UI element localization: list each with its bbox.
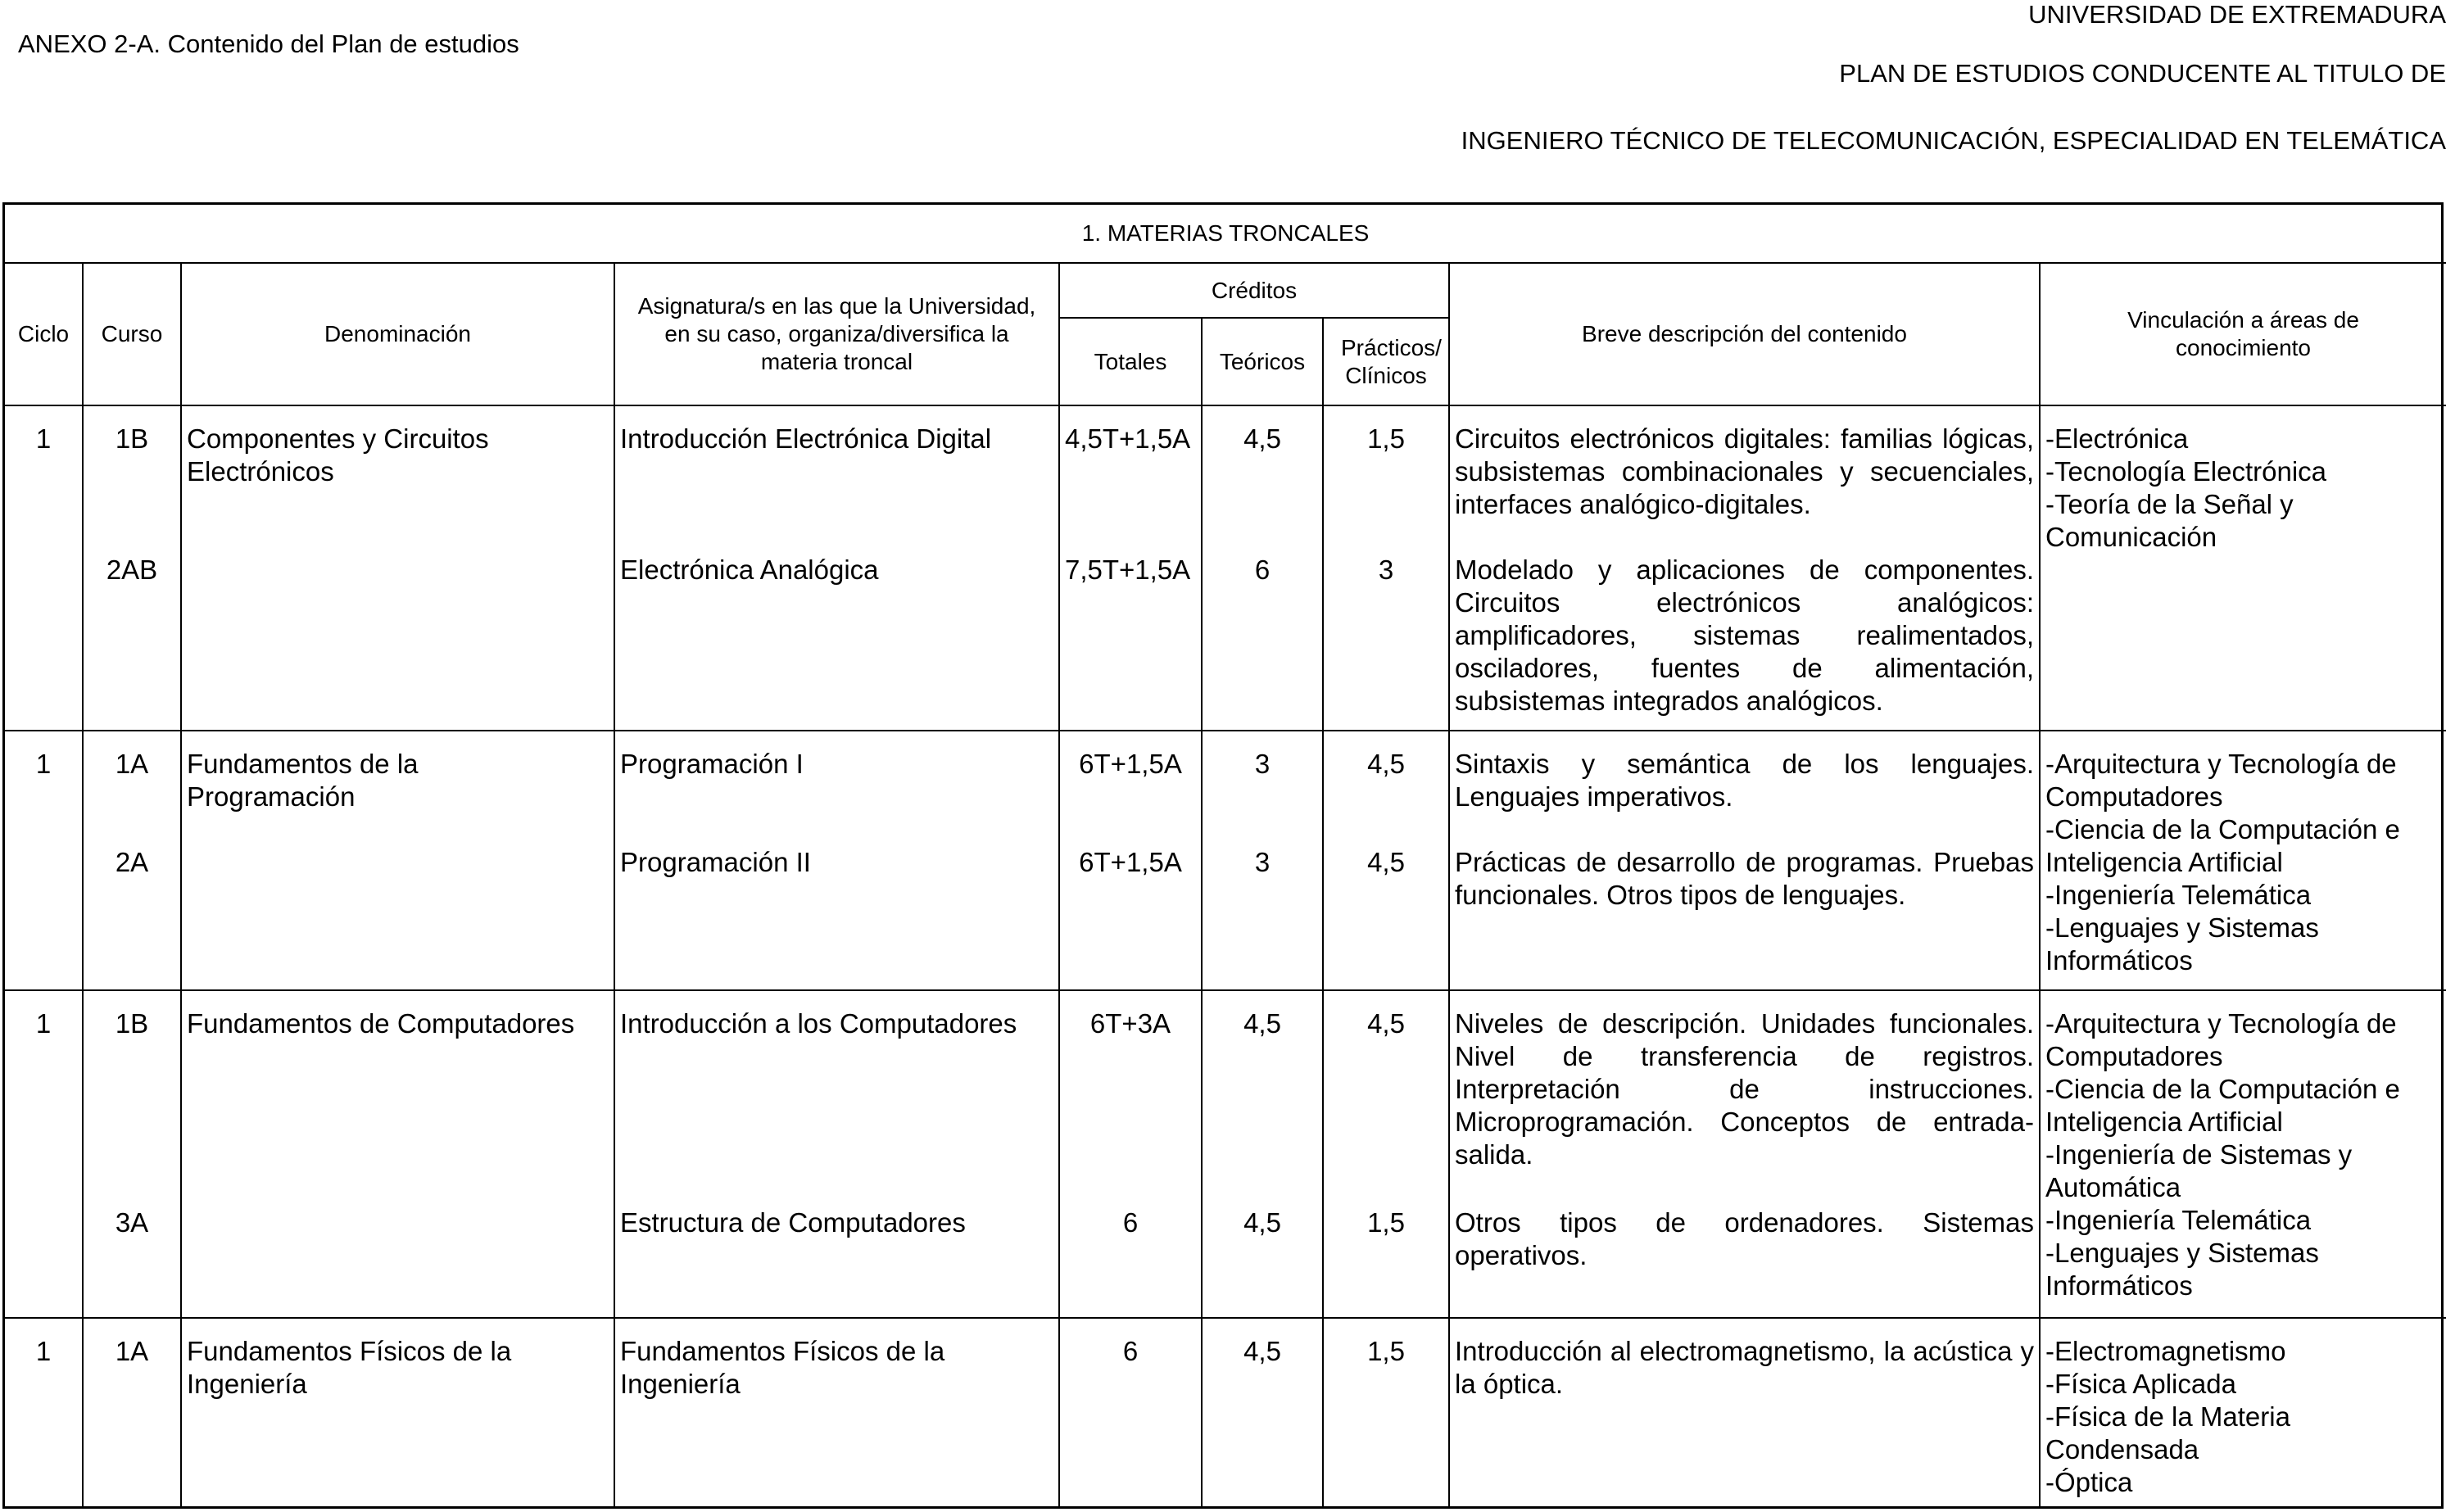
asignatura-value: Programación II	[620, 847, 811, 877]
col-asignatura: Asignatura/s en las que la Universidad, en su caso, organiza/diversifica la materia troncal	[614, 263, 1059, 405]
practicos-value: 4,5	[1367, 1008, 1405, 1039]
cell-practicos	[1323, 1318, 1449, 1509]
teoricos-value: 4,5	[1243, 1207, 1281, 1238]
areas-value: -Electrónica -Tecnología Electrónica -Teoría de la Señal y Comunicación	[2045, 423, 2327, 552]
cell-practicos	[1323, 990, 1449, 1318]
asignatura-value: Electrónica Analógica	[620, 555, 879, 585]
curso-value: 1B	[115, 423, 149, 454]
asignatura-value: Programación I	[620, 749, 804, 779]
troncales-table	[2, 202, 2444, 1509]
denominacion-value: Componentes y Circuitos Electrónicos	[187, 423, 489, 487]
cell-descripcion	[1449, 990, 2040, 1318]
cell-denominacion	[181, 731, 614, 990]
ciclo-value: 1	[35, 423, 52, 454]
cell-areas	[2040, 1318, 2446, 1509]
teoricos-value: 4,5	[1243, 423, 1281, 454]
cell-descripcion	[1449, 405, 2040, 731]
cell-totales	[1059, 1318, 1202, 1509]
cell-curso	[83, 405, 181, 731]
col-curso: Curso	[83, 263, 181, 405]
descripcion-value: Circuitos electrónicos digitales: familias lógicas, subsistemas combinacionales y secuenciales, interfaces analógico-digitales.	[1455, 423, 2034, 519]
annex-title: ANEXO 2-A. Contenido del Plan de estudios	[18, 29, 519, 58]
denominacion-value: Fundamentos Físicos de la Ingeniería	[187, 1336, 512, 1399]
teoricos-value: 4,5	[1243, 1336, 1281, 1366]
practicos-value: 4,5	[1367, 749, 1405, 779]
cell-asignatura	[614, 990, 1059, 1318]
cell-denominacion	[181, 1318, 614, 1509]
practicos-value: 4,5	[1367, 847, 1405, 877]
ciclo-value: 1	[35, 749, 52, 779]
curso-value: 3A	[115, 1207, 149, 1238]
cell-curso	[83, 990, 181, 1318]
table-title: 1. MATERIAS TRONCALES	[5, 205, 2446, 263]
table-row	[5, 990, 2446, 1318]
cell-denominacion	[181, 405, 614, 731]
university-name: UNIVERSIDAD DE EXTREMADURA	[2028, 0, 2446, 29]
curso-value: 1A	[115, 749, 149, 779]
table-row	[5, 1318, 2446, 1509]
totales-value: 6	[1122, 1336, 1139, 1366]
col-vinculacion: Vinculación a áreas de conocimiento	[2040, 263, 2446, 405]
cell-descripcion	[1449, 1318, 2040, 1509]
denominacion-value: Fundamentos de Computadores	[187, 1008, 575, 1039]
cell-ciclo	[5, 405, 83, 731]
col-ciclo: Ciclo	[5, 263, 83, 405]
cell-curso	[83, 1318, 181, 1509]
descripcion-value: Otros tipos de ordenadores. Sistemas operativos.	[1455, 1207, 2034, 1270]
curso-value: 2AB	[106, 555, 158, 585]
cell-teoricos	[1202, 1318, 1323, 1509]
col-denominacion: Denominación	[181, 263, 614, 405]
asignatura-value: Fundamentos Físicos de la Ingeniería	[620, 1336, 945, 1399]
table-row	[5, 731, 2446, 990]
cell-denominacion	[181, 990, 614, 1318]
totales-value: 6T+3A	[1089, 1008, 1171, 1039]
cell-totales	[1059, 405, 1202, 731]
areas-value: -Electromagnetismo -Física Aplicada -Física de la Materia Condensada -Óptica	[2045, 1336, 2290, 1497]
descripcion-value: Introducción al electromagnetismo, la acústica y la óptica.	[1455, 1336, 2034, 1399]
totales-value: 6T+1,5A	[1079, 749, 1182, 779]
cell-teoricos	[1202, 731, 1323, 990]
denominacion-value: Fundamentos de la Programación	[187, 749, 419, 812]
col-totales: Totales	[1059, 318, 1202, 405]
totales-value: 7,5T+1,5A	[1065, 555, 1191, 585]
descripcion-value: Prácticas de desarrollo de programas. Pruebas funcionales. Otros tipos de lenguajes.	[1455, 847, 2034, 910]
totales-value: 4,5T+1,5A	[1065, 423, 1191, 454]
descripcion-value: Modelado y aplicaciones de componentes. Circuitos electrónicos analógicos: amplificadores, sistemas realimentados, osciladores, fuentes de alimentación, subsistemas integrados analógicos.	[1455, 555, 2034, 716]
practicos-value: 1,5	[1367, 423, 1405, 454]
plan-title: PLAN DE ESTUDIOS CONDUCENTE AL TITULO DE	[1839, 59, 2446, 88]
cell-areas	[2040, 731, 2446, 990]
degree-title: INGENIERO TÉCNICO DE TELECOMUNICACIÓN, ESPECIALIDAD EN TELEMÁTICA	[1461, 126, 2446, 155]
asignatura-value: Introducción a los Computadores	[620, 1008, 1017, 1039]
cell-ciclo	[5, 1318, 83, 1509]
descripcion-value: Sintaxis y semántica de los lenguajes. Lenguajes imperativos.	[1455, 749, 2034, 812]
teoricos-value: 3	[1254, 847, 1271, 877]
cell-teoricos	[1202, 990, 1323, 1318]
practicos-value: 1,5	[1367, 1207, 1405, 1238]
cell-ciclo	[5, 990, 83, 1318]
cell-totales	[1059, 731, 1202, 990]
curso-value: 1A	[115, 1336, 149, 1366]
col-teoricos: Teóricos	[1202, 318, 1323, 405]
col-practicos: Prácticos/ Clínicos	[1323, 318, 1449, 405]
col-creditos: Créditos	[1059, 263, 1449, 318]
cell-asignatura	[614, 405, 1059, 731]
totales-value: 6T+1,5A	[1079, 847, 1182, 877]
ciclo-value: 1	[35, 1336, 52, 1366]
table-row	[5, 405, 2446, 731]
cell-asignatura	[614, 1318, 1059, 1509]
teoricos-value: 6	[1254, 555, 1271, 585]
asignatura-value: Estructura de Computadores	[620, 1207, 966, 1238]
cell-areas	[2040, 990, 2446, 1318]
ciclo-value: 1	[35, 1008, 52, 1039]
cell-totales	[1059, 990, 1202, 1318]
cell-teoricos	[1202, 405, 1323, 731]
cell-practicos	[1323, 405, 1449, 731]
areas-value: -Arquitectura y Tecnología de Computadores -Ciencia de la Computación e Inteligencia Artificial -Ingeniería de Sistemas y Automática -Ingeniería Telemática -Lenguajes y Sistemas Informáticos	[2045, 1008, 2400, 1301]
teoricos-value: 4,5	[1243, 1008, 1281, 1039]
curso-value: 2A	[115, 847, 149, 877]
cell-descripcion	[1449, 731, 2040, 990]
teoricos-value: 3	[1254, 749, 1271, 779]
cell-asignatura	[614, 731, 1059, 990]
areas-value: -Arquitectura y Tecnología de Computadores -Ciencia de la Computación e Inteligencia Artificial -Ingeniería Telemática -Lenguajes y Sistemas Informáticos	[2045, 749, 2400, 976]
cell-ciclo	[5, 731, 83, 990]
cell-areas	[2040, 405, 2446, 731]
descripcion-value: Niveles de descripción. Unidades funcionales. Nivel de transferencia de registros. Interpretación de instrucciones. Microprogramación. Conceptos de entrada-salida.	[1455, 1008, 2034, 1170]
cell-curso	[83, 731, 181, 990]
practicos-value: 1,5	[1367, 1336, 1405, 1366]
asignatura-value: Introducción Electrónica Digital	[620, 423, 992, 454]
practicos-value: 3	[1378, 555, 1394, 585]
col-descripcion: Breve descripción del contenido	[1449, 263, 2040, 405]
totales-value: 6	[1122, 1207, 1139, 1238]
curso-value: 1B	[115, 1008, 149, 1039]
cell-practicos	[1323, 731, 1449, 990]
